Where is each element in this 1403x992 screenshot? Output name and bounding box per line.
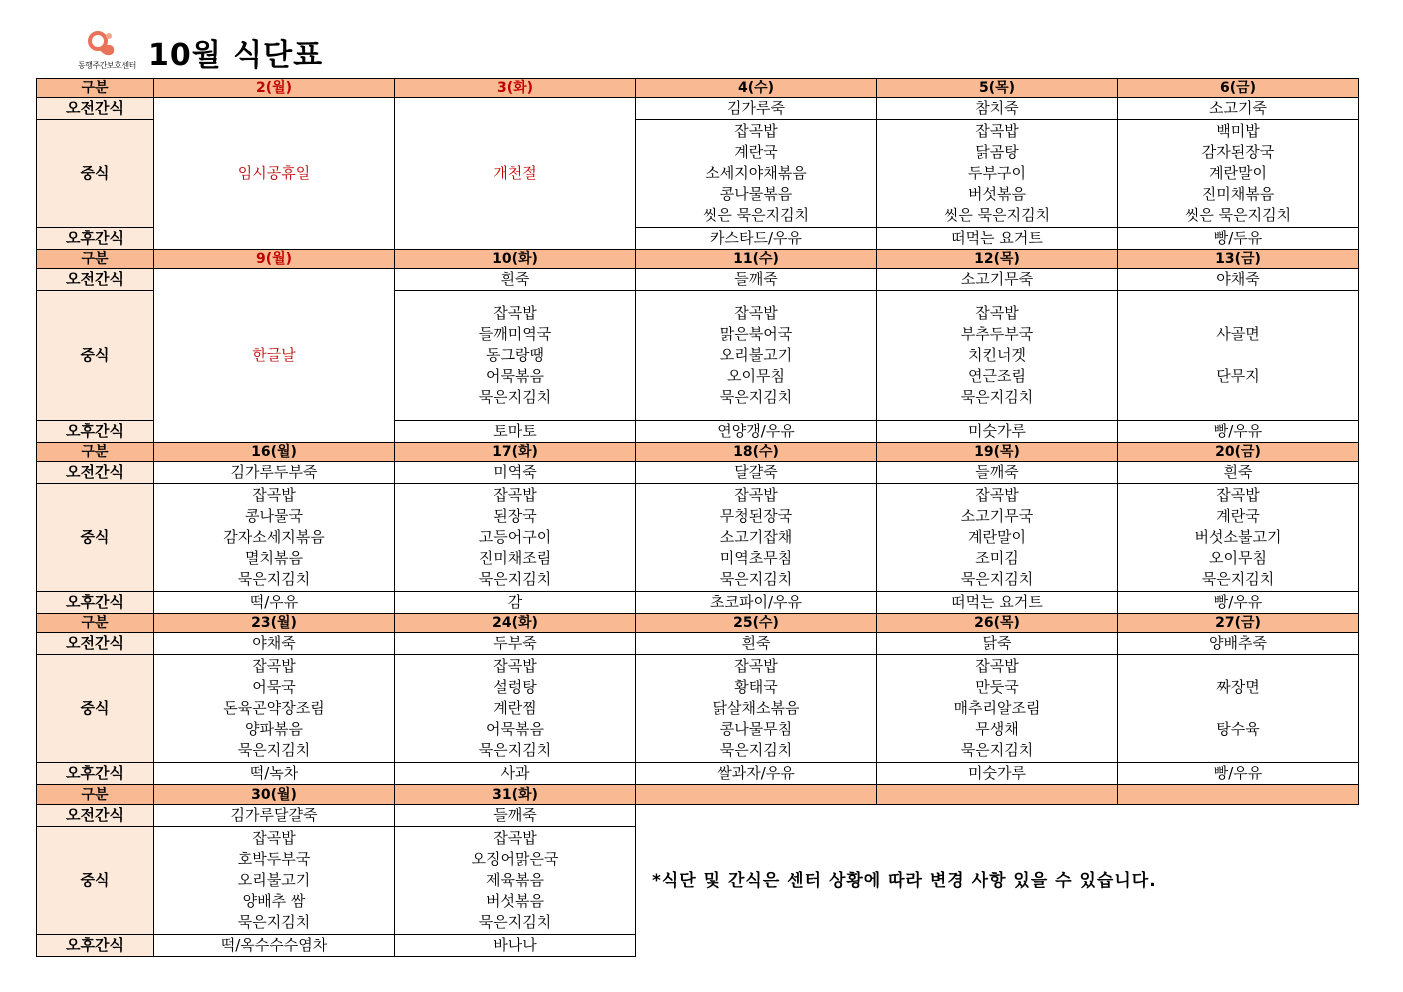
day-header: 9(월)	[154, 250, 395, 269]
menu-item: 어묵국	[252, 678, 296, 696]
afternoon-snack-label: 오후간식	[37, 763, 154, 785]
menu-item	[1118, 698, 1358, 719]
menu-item: 묵은지김치	[1201, 570, 1275, 588]
menu-item: 계란국	[1216, 507, 1260, 525]
day-header: 4(수)	[636, 79, 877, 98]
menu-item: 묵은지김치	[237, 741, 311, 759]
morning-snack-cell: 두부죽	[395, 633, 636, 655]
afternoon-snack-cell: 떠먹는 요거트	[877, 592, 1118, 614]
menu-item: 만둣국	[975, 678, 1019, 696]
menu-item: 묵은지김치	[719, 570, 793, 588]
org-name: 동행주간보호센터	[78, 61, 136, 70]
menu-item: 무청된장국	[719, 507, 793, 525]
lunch-cell	[1118, 291, 1359, 421]
morning-snack-cell: 들깨죽	[877, 462, 1118, 484]
menu-item: 잡곡밥	[1216, 486, 1260, 504]
week-3-afternoon-row	[37, 592, 1359, 614]
menu-item: 어묵볶음	[486, 367, 544, 385]
menu-item: 잡곡밥	[493, 657, 537, 675]
menu-item: 잡곡밥	[975, 486, 1019, 504]
menu-item: 들깨미역국	[478, 325, 552, 343]
menu-item: 씻은 묵은지김치	[943, 206, 1051, 224]
menu-change-note: *식단 및 간식은 센터 상황에 따라 변경 사항 있을 수 있습니다.	[652, 871, 1157, 891]
menu-item: 동그랑땡	[486, 346, 544, 364]
menu-item: 조미김	[975, 549, 1019, 567]
week-4-lunch-row	[37, 655, 1359, 763]
menu-item: 버섯볶음	[486, 892, 544, 910]
menu-item: 잡곡밥	[252, 486, 296, 504]
day-header: 13(금)	[1118, 250, 1359, 269]
menu-item: 묵은지김치	[478, 913, 552, 931]
afternoon-snack-label: 오후간식	[37, 228, 154, 250]
menu-item: 잡곡밥	[493, 486, 537, 504]
menu-item: 소고기잡채	[719, 528, 793, 546]
afternoon-snack-cell: 토마토	[395, 421, 636, 443]
lunch-cell	[877, 484, 1118, 592]
menu-item: 두부구이	[968, 164, 1026, 182]
week-4-morning-row	[37, 633, 1359, 655]
week-2-header-row	[37, 250, 1359, 269]
lunch-cell	[877, 655, 1118, 763]
menu-item: 된장국	[493, 507, 537, 525]
lunch-cell	[395, 484, 636, 592]
menu-item: 잡곡밥	[975, 122, 1019, 140]
menu-item: 호박두부국	[237, 850, 311, 868]
menu-item: 계란찜	[493, 699, 537, 717]
menu-item: 맑은북어국	[719, 325, 793, 343]
day-header: 10(화)	[395, 250, 636, 269]
menu-item: 사골면	[1216, 325, 1260, 343]
afternoon-snack-cell: 바나나	[395, 935, 636, 957]
week-1-header-row	[37, 79, 1359, 98]
lunch-cell	[636, 120, 877, 228]
menu-item: 잡곡밥	[975, 657, 1019, 675]
afternoon-snack-cell: 빵/두유	[1118, 228, 1359, 250]
day-header: 24(화)	[395, 614, 636, 633]
lunch-cell	[636, 655, 877, 763]
category-label: 구분	[37, 614, 154, 633]
afternoon-snack-cell: 쌀과자/우유	[636, 763, 877, 785]
menu-item: 묵은지김치	[719, 741, 793, 759]
day-header: 11(수)	[636, 250, 877, 269]
week-5-morning-row	[37, 805, 1359, 827]
menu-item: 오이무침	[727, 367, 785, 385]
week-5-header-row	[37, 785, 1359, 805]
morning-snack-cell: 흰죽	[395, 269, 636, 291]
morning-snack-cell: 닭죽	[877, 633, 1118, 655]
menu-item: 오이무침	[1209, 549, 1267, 567]
empty-day-header	[877, 785, 1118, 805]
menu-item: 묵은지김치	[237, 913, 311, 931]
menu-item: 씻은 묵은지김치	[1184, 206, 1292, 224]
menu-item: 묵은지김치	[478, 741, 552, 759]
menu-item: 고등어구이	[478, 528, 552, 546]
category-label: 구분	[37, 443, 154, 462]
menu-item: 진미채조림	[478, 549, 552, 567]
morning-snack-cell: 달걀죽	[636, 462, 877, 484]
afternoon-snack-label: 오후간식	[37, 935, 154, 957]
morning-snack-label: 오전간식	[37, 98, 154, 120]
morning-snack-label: 오전간식	[37, 805, 154, 827]
day-header: 30(월)	[154, 785, 395, 805]
day-header: 5(목)	[877, 79, 1118, 98]
lunch-cell	[636, 291, 877, 421]
lunch-cell	[877, 291, 1118, 421]
menu-item: 오징어맑은국	[471, 850, 559, 868]
lunch-cell	[154, 655, 395, 763]
afternoon-snack-cell: 카스타드/우유	[636, 228, 877, 250]
menu-item: 백미밥	[1216, 122, 1260, 140]
menu-item: 짜장면	[1216, 678, 1260, 696]
lunch-cell	[1118, 655, 1359, 763]
afternoon-snack-cell: 빵/우유	[1118, 421, 1359, 443]
empty-day-header	[1118, 785, 1359, 805]
afternoon-snack-label: 오후간식	[37, 592, 154, 614]
afternoon-snack-cell: 미숫가루	[877, 763, 1118, 785]
menu-item: 버섯소불고기	[1194, 528, 1282, 546]
menu-item: 잡곡밥	[734, 486, 778, 504]
menu-item: 묵은지김치	[960, 741, 1034, 759]
day-header: 27(금)	[1118, 614, 1359, 633]
menu-item: 묵은지김치	[960, 388, 1034, 406]
morning-snack-cell: 들깨죽	[636, 269, 877, 291]
lunch-label: 중식	[37, 291, 154, 421]
day-header: 20(금)	[1118, 443, 1359, 462]
lunch-label: 중식	[37, 827, 154, 935]
menu-item: 소고기무국	[960, 507, 1034, 525]
day-header: 2(월)	[154, 79, 395, 98]
org-logo	[78, 30, 140, 74]
morning-snack-cell: 흰죽	[1118, 462, 1359, 484]
lunch-cell	[395, 827, 636, 935]
menu-item: 잡곡밥	[734, 304, 778, 322]
afternoon-snack-cell: 떡/우유	[154, 592, 395, 614]
day-header: 18(수)	[636, 443, 877, 462]
menu-item: 양배추 쌈	[242, 892, 306, 910]
week-3-lunch-row	[37, 484, 1359, 592]
week-3-header-row	[37, 443, 1359, 462]
menu-item: 설렁탕	[493, 678, 537, 696]
menu-item: 감자된장국	[1201, 143, 1275, 161]
menu-item: 치킨너겟	[968, 346, 1026, 364]
lunch-cell	[636, 484, 877, 592]
category-label: 구분	[37, 79, 154, 98]
day-header: 6(금)	[1118, 79, 1359, 98]
menu-item: 잡곡밥	[734, 122, 778, 140]
week-3-morning-row	[37, 462, 1359, 484]
menu-item: 묵은지김치	[237, 570, 311, 588]
menu-item: 계란말이	[1209, 164, 1267, 182]
menu-item: 소세지야채볶음	[705, 164, 807, 182]
week-4-header-row	[37, 614, 1359, 633]
week-4-afternoon-row	[37, 763, 1359, 785]
afternoon-snack-cell: 떡/녹차	[154, 763, 395, 785]
menu-item: 콩나물볶음	[719, 185, 793, 203]
menu-item: 닭곰탕	[975, 143, 1019, 161]
menu-item: 잡곡밥	[975, 304, 1019, 322]
day-header: 3(화)	[395, 79, 636, 98]
afternoon-snack-cell: 사과	[395, 763, 636, 785]
menu-item: 계란말이	[968, 528, 1026, 546]
menu-item: 잡곡밥	[252, 657, 296, 675]
afternoon-snack-cell: 연양갱/우유	[636, 421, 877, 443]
afternoon-snack-cell: 미숫가루	[877, 421, 1118, 443]
menu-item: 탕수육	[1216, 720, 1260, 738]
day-header: 16(월)	[154, 443, 395, 462]
holiday-cell: 한글날	[154, 269, 395, 443]
menu-item: 닭살채소볶음	[712, 699, 800, 717]
day-header: 12(목)	[877, 250, 1118, 269]
menu-item: 잡곡밥	[734, 657, 778, 675]
day-header: 26(목)	[877, 614, 1118, 633]
menu-item: 멸치볶음	[245, 549, 303, 567]
menu-item: 씻은 묵은지김치	[702, 206, 810, 224]
menu-item: 콩나물국	[245, 507, 303, 525]
menu-item: 무생채	[975, 720, 1019, 738]
lunch-cell	[1118, 120, 1359, 228]
menu-item: 잡곡밥	[252, 829, 296, 847]
logo-icon	[86, 30, 122, 58]
empty-day-header	[636, 785, 877, 805]
menu-item: 제육볶음	[486, 871, 544, 889]
menu-item: 황태국	[734, 678, 778, 696]
category-label: 구분	[37, 785, 154, 805]
lunch-cell	[154, 484, 395, 592]
day-header: 23(월)	[154, 614, 395, 633]
morning-snack-cell: 야채죽	[154, 633, 395, 655]
menu-item: 계란국	[734, 143, 778, 161]
morning-snack-cell: 미역죽	[395, 462, 636, 484]
menu-item: 양파볶음	[245, 720, 303, 738]
menu-item: 콩나물무침	[719, 720, 793, 738]
holiday-cell: 임시공휴일	[154, 98, 395, 250]
category-label: 구분	[37, 250, 154, 269]
morning-snack-cell: 소고기무죽	[877, 269, 1118, 291]
menu-item: 돈육곤약장조림	[223, 699, 325, 717]
afternoon-snack-label: 오후간식	[37, 421, 154, 443]
menu-item: 매추리알조림	[953, 699, 1041, 717]
day-header: 25(수)	[636, 614, 877, 633]
morning-snack-cell: 김가루죽	[636, 98, 877, 120]
week-1-morning-row	[37, 98, 1359, 120]
day-header: 17(화)	[395, 443, 636, 462]
morning-snack-cell: 야채죽	[1118, 269, 1359, 291]
menu-item: 연근조림	[968, 367, 1026, 385]
holiday-cell: 개천절	[395, 98, 636, 250]
lunch-cell	[395, 291, 636, 421]
morning-snack-cell: 흰죽	[636, 633, 877, 655]
afternoon-snack-cell: 초코파이/우유	[636, 592, 877, 614]
morning-snack-label: 오전간식	[37, 269, 154, 291]
morning-snack-cell: 들깨죽	[395, 805, 636, 827]
morning-snack-cell: 김가루두부죽	[154, 462, 395, 484]
lunch-label: 중식	[37, 655, 154, 763]
menu-item: 묵은지김치	[719, 388, 793, 406]
morning-snack-cell: 참치죽	[877, 98, 1118, 120]
lunch-cell	[395, 655, 636, 763]
lunch-label: 중식	[37, 120, 154, 228]
menu-item: 오리불고기	[237, 871, 311, 889]
menu-item: 잡곡밥	[493, 829, 537, 847]
week-2-morning-row	[37, 269, 1359, 291]
menu-item: 진미채볶음	[1201, 185, 1275, 203]
menu-item: 잡곡밥	[493, 304, 537, 322]
lunch-cell	[877, 120, 1118, 228]
menu-item: 버섯볶음	[968, 185, 1026, 203]
menu-item: 묵은지김치	[960, 570, 1034, 588]
morning-snack-cell: 양배추죽	[1118, 633, 1359, 655]
afternoon-snack-cell: 빵/우유	[1118, 763, 1359, 785]
morning-snack-label: 오전간식	[37, 462, 154, 484]
morning-snack-cell: 소고기죽	[1118, 98, 1359, 120]
day-header: 31(화)	[395, 785, 636, 805]
menu-item: 감자소세지볶음	[223, 528, 325, 546]
menu-item: 묵은지김치	[478, 570, 552, 588]
menu-item: 오리불고기	[719, 346, 793, 364]
menu-item: 미역초무침	[719, 549, 793, 567]
menu-item: 묵은지김치	[478, 388, 552, 406]
day-header: 19(목)	[877, 443, 1118, 462]
page-title: 10월 식단표	[148, 38, 324, 73]
morning-snack-cell: 김가루달걀죽	[154, 805, 395, 827]
lunch-cell	[1118, 484, 1359, 592]
afternoon-snack-cell: 감	[395, 592, 636, 614]
menu-item: 어묵볶음	[486, 720, 544, 738]
menu-table	[36, 78, 1359, 957]
afternoon-snack-cell: 떡/옥수수수염차	[154, 935, 395, 957]
morning-snack-label: 오전간식	[37, 633, 154, 655]
menu-item: 부추두부국	[960, 325, 1034, 343]
afternoon-snack-cell: 떠먹는 요거트	[877, 228, 1118, 250]
lunch-cell	[154, 827, 395, 935]
afternoon-snack-cell: 빵/우유	[1118, 592, 1359, 614]
menu-item	[1118, 345, 1358, 366]
lunch-label: 중식	[37, 484, 154, 592]
menu-item: 단무지	[1216, 367, 1260, 385]
